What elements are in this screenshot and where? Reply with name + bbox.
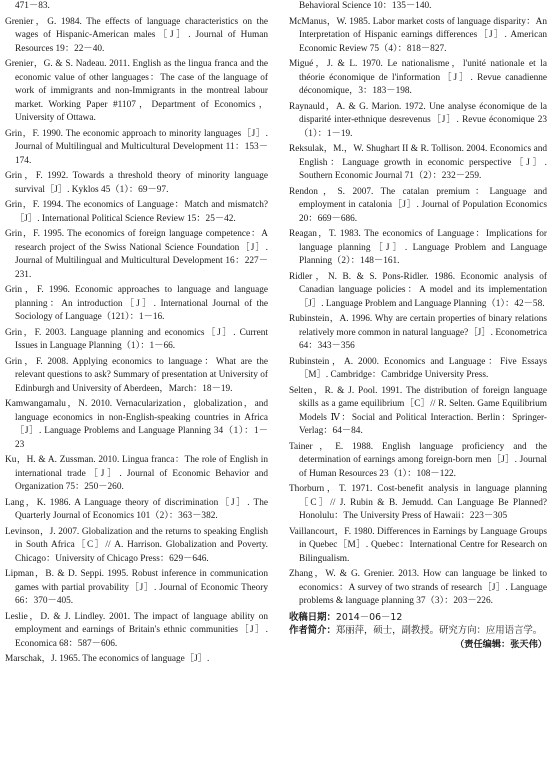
right-column [289,0,547,651]
reference-entry: Grin，F. 1992. Towards a threshold theory of minority language survival［J］. Kyklos 45（1）：69－97. [5,171,268,195]
reference-entry: Rubinstein，A. 1996. Why are certain properties of binary relations relatively more common in natural language?［J］. Econometrica 64：343－356 [289,314,547,351]
reference-entry: Grin，F. 2008. Applying economics to language：What are the relevant questions to ask? Summary of presentation at University of Edinburgh and University of Aberdeen，March：18－19. [5,356,268,394]
reference-entry: Lang，K. 1986. A Language theory of discrimination［J］. The Quarterly Journal of Economics 101（2）：363－382. [5,497,268,521]
reference-entry: Grin，F. 1994. The economics of Language：Match and mismatch?［J］. International Political Science Review 15：25－42. [5,200,268,224]
reference-entry: McManus，W. 1985. Labor market costs of language disparity：An Interpretation of Hispanic earnings differences［J］. American Economic Review 75（4）：818－827. [289,16,547,54]
author-info-line [289,624,547,638]
left-column [5,0,268,669]
reference-entry: Selten，R. & J. Pool. 1991. The distribution of foreign language skills as a game equilibrium［C］// R. Selten. Game Equilibrium Models Ⅳ：Social and Political Interaction. Berlin：Springer-Verlag：64－84. [289,385,547,436]
reference-entry: Grin，F. 2003. Language planning and economics［J］. Current Issues in Language Planning（1）：1－66. [5,327,268,351]
received-date: 2014－06－12 [335,611,403,623]
reference-entry: Grin，F. 1995. The economics of foreign language competence：A research project of the Swiss National Science Foundation［J］. Journal of Multilingual and Multicultural Development 16：227－231. [5,229,268,280]
reference-entry: Vaillancourt，F. 1980. Differences in Earnings by Language Groups in Quebec［M］. Quebec：International Centre for Research on Bilingualism. [289,526,547,564]
received-date-line [289,611,547,625]
reference-entry: Rubinstein，A. 2000. Economics and Language：Five Essays［M］. Cambridge：Cambridge University Press. [289,356,547,380]
reference-entry: Zhang，W. & G. Grenier. 2013. How can language be linked to economics：A survey of two strands of research［J］. Language problems & language planning 37（3）：203－226. [289,569,547,606]
reference-entry: Behavioral Science 10：135－140. [299,1,432,11]
author-info: 郑丽萍，硕士，副教授。研究方向：应用语言学。 [335,625,543,636]
reference-entry: Grenier，G. & S. Nadeau. 2011. English as the lingua franca and the economic value of other languages：The case of the language of work of immigrants and non-Immigrants in the montreal labour market. Working Paper #1107，Department of Economics，University of Ottawa. [5,59,268,123]
reference-entry: Ku，H. & A. Zussman. 2010. Lingua franca：The role of English in international trade［J］. Journal of Economic Behavior and Organization 75：250－260. [5,455,268,492]
reference-entry: Ridler，N. B. & S. Pons-Ridler. 1986. Economic analysis of Canadian language policies：A model and its implementation［J］. Language Problem and Language Planning（1）：42－58. [289,271,547,309]
reference-entry: Levinson，J. 2007. Globalization and the returns to speaking English in South Africa［C］// A. Harrison. Globalization and Poverty. Chicago：University of Chicago Press：629－646. [5,526,268,564]
author-label: 作者简介： [289,625,336,636]
reference-entry: Tainer，E. 1988. English language proficiency and the determination of earnings among foreign-born men［J］. Journal of Human Resources 23（1）：108－122. [289,441,547,479]
reference-entry: Leslie，D. & J. Lindley. 2001. The impact of language ability on employment and earnings of Britain's ethnic communities［J］. Economica 68：587－606. [5,611,268,649]
reference-entry: 471－83. [15,1,50,11]
reference-entry: Thorburn，T. 1971. Cost-benefit analysis in language planning［C］// J. Rubin & B. Jemudd. Can Language Be Planned? Honolulu：The University Press of Hawaii：223－305 [289,484,547,521]
reference-entry: Grenier，G. 1984. The effects of language characteristics on the wages of Hispanic-American males［J］. Journal of Human Resources 19：22－40. [5,16,268,54]
reference-entry: Migué，J. & L. 1970. Le nationalisme，l'unité nationale et la théorie économique de l'information［J］. Revue canadienne déconomique，3：183－198. [289,59,547,96]
reference-entry: Kamwangamalu，N. 2010. Vernacularization，globalization，and language economics in non-English-speaking countries in Africa［J］. Language Problems and Language Planning 34（1）：1－23 [5,399,268,450]
editor-note: （责任编辑：张天伟） [455,638,547,650]
reference-entry: Marschak，J. 1965. The economics of language［J］. [5,654,210,664]
reference-entry: Lipman，B. & D. Seppi. 1995. Robust inference in communication games with partial provability［J］. Journal of Economic Theory 66：370－405. [5,569,268,606]
reference-entry: Raynauld，A. & G. Marion. 1972. Une analyse économique de la disparité inter-ethnique desrevenus［J］. Revue économique 23（1）：1－19. [289,101,547,139]
reference-entry: Reksulak，M.，W. Shughart II & R. Tollison. 2004. Economics and English：Language growth in economic perspective［J］. Southern Economic Journal 71（2）：232－259. [289,144,547,181]
reference-entry: Rendon，S. 2007. The catalan premium：Language and employment in catalonia［J］. Journal of Population Economics 20：669－686. [289,186,547,224]
reference-entry: Reagan，T. 1983. The economics of Language：Implications for language planning［J］. Language Problem and Language Planning（2）：148－161. [289,229,547,266]
reference-entry: Grin，F. 1990. The economic approach to minority languages［J］. Journal of Multilingual and Multicultural Development 11：153－174. [5,128,268,166]
reference-entry: Grin，F. 1996. Economic approaches to language and language planning：An introduction［J］. International Journal of the Sociology of Language（121）：1－16. [5,285,268,322]
received-label: 收稿日期： [289,611,336,623]
